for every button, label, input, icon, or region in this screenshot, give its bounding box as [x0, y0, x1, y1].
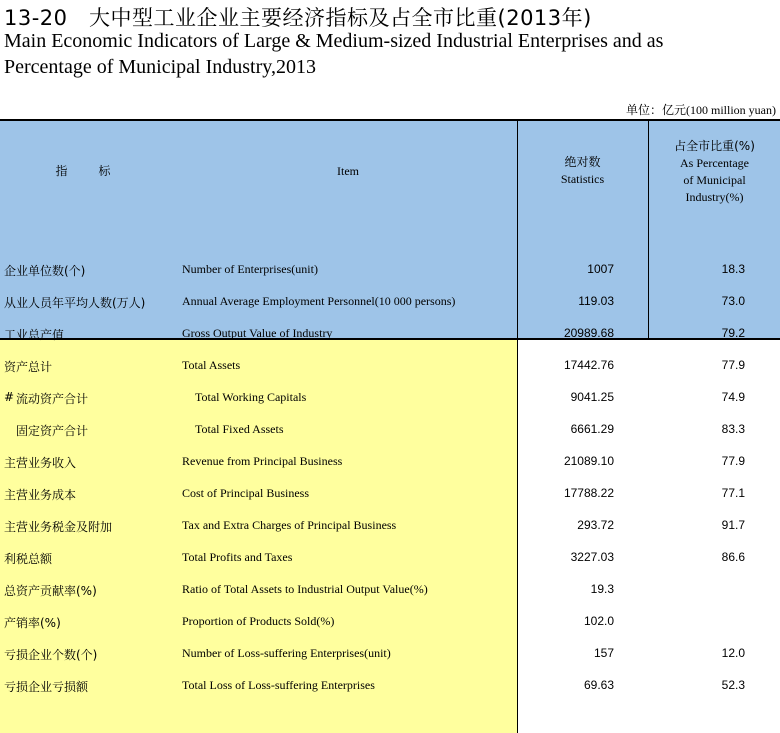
row-label-en: Revenue from Principal Business — [182, 454, 343, 468]
row-percentage: 83.3 — [721, 422, 745, 436]
header-indicator-cn: 指 标 — [55, 164, 125, 178]
row-value: 102.0 — [583, 614, 614, 628]
row-value: 293.72 — [577, 518, 614, 532]
row-percentage: 79.2 — [721, 326, 745, 340]
row-label-en: Total Assets — [182, 358, 241, 372]
row-percentage: 86.6 — [721, 550, 745, 564]
row-value: 119.03 — [578, 294, 614, 308]
header-statistics — [517, 154, 648, 188]
row-label-cn: 企业单位数(个) — [4, 264, 86, 278]
row-label-cn: 产销率(%) — [4, 616, 61, 630]
row-label-cn: 主营业务税金及附加 — [4, 520, 113, 534]
row-label-en: Gross Output Value of Industry — [182, 326, 333, 340]
table-row — [0, 262, 780, 282]
table-row — [0, 358, 780, 378]
header-statistics-en: Statistics — [560, 172, 605, 186]
row-value: 17442.76 — [563, 358, 614, 372]
row-percentage: 74.9 — [721, 390, 745, 404]
row-label-cn: 资产总计 — [4, 360, 53, 374]
header-item-en: Item — [337, 164, 359, 178]
header-statistics-cn: 绝对数 — [564, 155, 601, 169]
row-label-en: Ratio of Total Assets to Industrial Output Value(%) — [182, 582, 428, 596]
row-value: 6661.29 — [570, 422, 614, 436]
table-row — [0, 582, 780, 602]
row-value: 21089.10 — [563, 454, 614, 468]
unit-note-cn: 单位：亿元 — [625, 103, 686, 117]
table-row — [0, 326, 780, 346]
row-label-en: Tax and Extra Charges of Principal Business — [182, 518, 397, 532]
table-row — [0, 390, 780, 410]
row-label-en: Number of Loss-suffering Enterprises(unit) — [182, 646, 391, 660]
unit-note — [626, 101, 776, 118]
table-title-en-line2: Percentage of Municipal Industry,2013 — [4, 56, 316, 78]
indicator-table — [0, 119, 780, 733]
row-value: 1007 — [587, 262, 614, 276]
row-value: 157 — [593, 646, 614, 660]
row-value: 3227.03 — [570, 550, 614, 564]
table-row — [0, 294, 780, 314]
row-value: 19.3 — [590, 582, 614, 596]
row-value: 17788.22 — [563, 486, 614, 500]
row-label-en: Total Working Capitals — [195, 390, 307, 404]
row-percentage: 12.0 — [721, 646, 745, 660]
table-row — [0, 518, 780, 538]
table-row — [0, 550, 780, 570]
header-percentage-en-1: As Percentage — [680, 156, 749, 170]
row-mark: # — [4, 390, 15, 404]
row-label-en: Cost of Principal Business — [182, 486, 310, 500]
table-row — [0, 614, 780, 634]
row-percentage: 77.1 — [721, 486, 745, 500]
table-row — [0, 678, 780, 698]
row-label-cn: 工业总产值 — [4, 328, 65, 342]
table-title-cn: 13-20 大中型工业企业主要经济指标及占全市比重(2013年) — [4, 6, 592, 30]
row-label-cn: 利税总额 — [4, 552, 53, 566]
table-row — [0, 646, 780, 666]
row-percentage: 91.7 — [721, 518, 745, 532]
header-percentage-en-3: Industry(%) — [685, 190, 744, 204]
row-label-en: Total Loss of Loss-suffering Enterprises — [182, 678, 375, 692]
header-percentage — [649, 138, 780, 206]
row-percentage: 18.3 — [721, 262, 745, 276]
row-label-en: Number of Enterprises(unit) — [182, 262, 318, 276]
row-value: 20989.68 — [563, 326, 614, 340]
row-label-cn: 流动资产合计 — [16, 392, 89, 406]
row-label-en: Proportion of Products Sold(%) — [182, 614, 335, 628]
table-row — [0, 454, 780, 474]
row-label-cn: 总资产贡献率(%) — [4, 584, 97, 598]
row-percentage: 77.9 — [721, 454, 745, 468]
row-label-cn: 主营业务成本 — [4, 488, 77, 502]
unit-note-en: (100 million yuan) — [686, 103, 776, 117]
row-label-en: Annual Average Employment Personnel(10 000 persons) — [182, 294, 456, 308]
row-label-en: Total Fixed Assets — [195, 422, 284, 436]
row-percentage: 77.9 — [721, 358, 745, 372]
row-percentage: 73.0 — [721, 294, 745, 308]
row-label-cn: 固定资产合计 — [16, 424, 89, 438]
row-label-cn: 从业人员年平均人数(万人) — [4, 296, 146, 310]
row-value: 69.63 — [583, 678, 614, 692]
header-percentage-en-2: of Municipal — [683, 173, 746, 187]
row-label-cn: 主营业务收入 — [4, 456, 77, 470]
table-title-en-line1: Main Economic Indicators of Large & Medium-sized Industrial Enterprises and as — [4, 30, 664, 52]
row-percentage: 52.3 — [721, 678, 745, 692]
header-percentage-cn: 占全市比重(%) — [674, 139, 755, 153]
row-value: 9041.25 — [570, 390, 614, 404]
row-label-cn: 亏损企业亏损额 — [4, 680, 89, 694]
table-row — [0, 422, 780, 442]
row-label-cn: 亏损企业个数(个) — [4, 648, 98, 662]
row-label-en: Total Profits and Taxes — [182, 550, 293, 564]
table-row — [0, 486, 780, 506]
